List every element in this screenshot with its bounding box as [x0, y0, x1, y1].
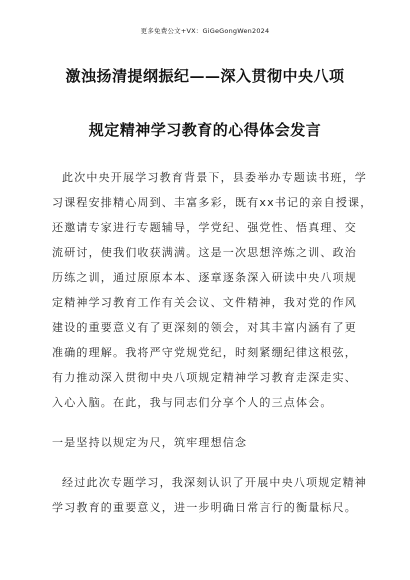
paragraph-1-line-1: 此次中央开展学习教育背景下，县委举办专题读书班，学: [62, 171, 367, 184]
paragraph-1-line-9: 有力推动深入贯彻中央八项规定精神学习教育走深走实、: [52, 371, 357, 384]
paragraph-1-line-5: 历练之训，通过原原本本、逐章逐条深入研读中央八项规: [52, 271, 357, 284]
paragraph-1-line-7: 建设的重要意义有了更深刻的领会，对其丰富内涵有了更: [52, 321, 357, 334]
paragraph-1-line-3: 还邀请专家进行专题辅导，学党纪、强党性、悟真理、交: [52, 221, 357, 234]
paragraph-3-line-1: 经过此次专题学习，我深刻认识了开展中央八项规定精神: [62, 476, 367, 489]
paragraph-1-line-8: 准确的理解。我将严守党规党纪，时刻紧绷纪律这根弦，: [52, 346, 357, 359]
section-heading-1: 一是坚持以规定为尺，筑牢理想信念: [52, 436, 248, 449]
paragraph-1-line-2: 习课程安排精心周到、丰富多彩，既有xx书记的亲自授课，: [52, 196, 373, 209]
header-note: 更多免费公文+VX：GiGeGongWen2024: [140, 27, 270, 35]
title-line-1: 激浊扬清提纲振纪——深入贯彻中央八项: [65, 67, 345, 85]
paragraph-1-line-6: 定精神学习教育工作有关会议、文件精神，我对党的作风: [52, 296, 357, 309]
title-line-2: 规定精神学习教育的心得体会发言: [88, 121, 322, 139]
paragraph-3-line-2: 学习教育的重要意义，进一步明确日常言行的衡量标尺。: [52, 501, 357, 514]
paragraph-1-line-10: 入心入脑。在此，我与同志们分享个人的三点体会。: [52, 396, 333, 409]
paragraph-1-line-4: 流研讨，使我们收获满满。这是一次思想淬炼之训、政治: [52, 246, 357, 259]
